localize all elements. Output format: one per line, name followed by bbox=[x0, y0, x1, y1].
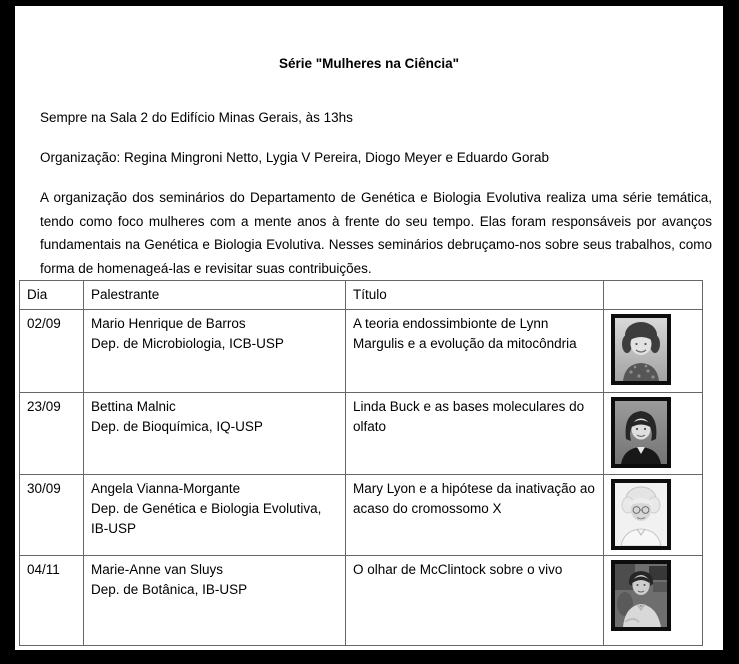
cell-titulo: Mary Lyon e a hipótese da inativação ao acaso do cromossomo X bbox=[346, 475, 604, 556]
header-palestrante: Palestrante bbox=[84, 281, 346, 310]
speaker-dept: Dep. de Bioquímica, IQ-USP bbox=[91, 419, 263, 434]
cell-photo bbox=[604, 393, 703, 475]
cell-dia: 30/09 bbox=[20, 475, 84, 556]
speaker-dept: Dep. de Botânica, IB-USP bbox=[91, 582, 248, 597]
table-row bbox=[20, 310, 703, 393]
barbara-mcclintock-portrait bbox=[611, 560, 671, 631]
speaker-name: Bettina Malnic bbox=[91, 399, 176, 414]
speaker-name: Angela Vianna-Morgante bbox=[91, 481, 241, 496]
header-photo bbox=[604, 281, 703, 310]
speaker-name: Marie-Anne van Sluys bbox=[91, 562, 224, 577]
table-row bbox=[20, 556, 703, 646]
cell-dia: 04/11 bbox=[20, 556, 84, 646]
page-title: Série "Mulheres na Ciência" bbox=[278, 56, 460, 71]
document-page bbox=[15, 6, 723, 650]
cell-photo bbox=[604, 310, 703, 393]
cell-titulo: Linda Buck e as bases moleculares do olfato bbox=[346, 393, 604, 475]
mary-lyon-portrait bbox=[611, 479, 671, 550]
seminar-schedule-table bbox=[19, 280, 703, 646]
cell-palestrante bbox=[84, 475, 346, 556]
header-dia: Dia bbox=[20, 281, 84, 310]
speaker-name: Mario Henrique de Barros bbox=[91, 316, 246, 331]
cell-palestrante bbox=[84, 556, 346, 646]
speaker-dept: Dep. de Genética e Biologia Evolutiva, IB-USP bbox=[91, 501, 322, 536]
cell-titulo: A teoria endossimbionte de Lynn Margulis e a evolução da mitocôndria bbox=[346, 310, 604, 393]
cell-titulo: O olhar de McClintock sobre o vivo bbox=[346, 556, 604, 646]
lynn-margulis-portrait bbox=[611, 314, 671, 385]
cell-dia: 02/09 bbox=[20, 310, 84, 393]
cell-photo bbox=[604, 556, 703, 646]
table-row bbox=[20, 475, 703, 556]
speaker-dept: Dep. de Microbiologia, ICB-USP bbox=[91, 336, 284, 351]
header-titulo: Título bbox=[346, 281, 604, 310]
cell-photo bbox=[604, 475, 703, 556]
location-line: Sempre na Sala 2 do Edifício Minas Gerais, às 13hs bbox=[40, 110, 353, 125]
organizers-line: Organização: Regina Mingroni Netto, Lygia V Pereira, Diogo Meyer e Eduardo Gorab bbox=[40, 150, 550, 165]
linda-buck-portrait bbox=[611, 397, 671, 468]
table-header-row bbox=[20, 281, 703, 310]
cell-dia: 23/09 bbox=[20, 393, 84, 475]
cell-palestrante bbox=[84, 393, 346, 475]
series-description: A organização dos seminários do Departamento de Genética e Biologia Evolutiva realiza uma série temática, tendo como foco mulheres com a mente anos à frente do seu tempo. Elas foram responsáveis por avanços fundamentais na Genética e Biologia Evolutiva. Nesses seminários debruçamo-nos sobre seus trabalhos, como forma de homenageá-las e revisitar suas contribuições. bbox=[40, 190, 712, 276]
cell-palestrante bbox=[84, 310, 346, 393]
table-row bbox=[20, 393, 703, 475]
